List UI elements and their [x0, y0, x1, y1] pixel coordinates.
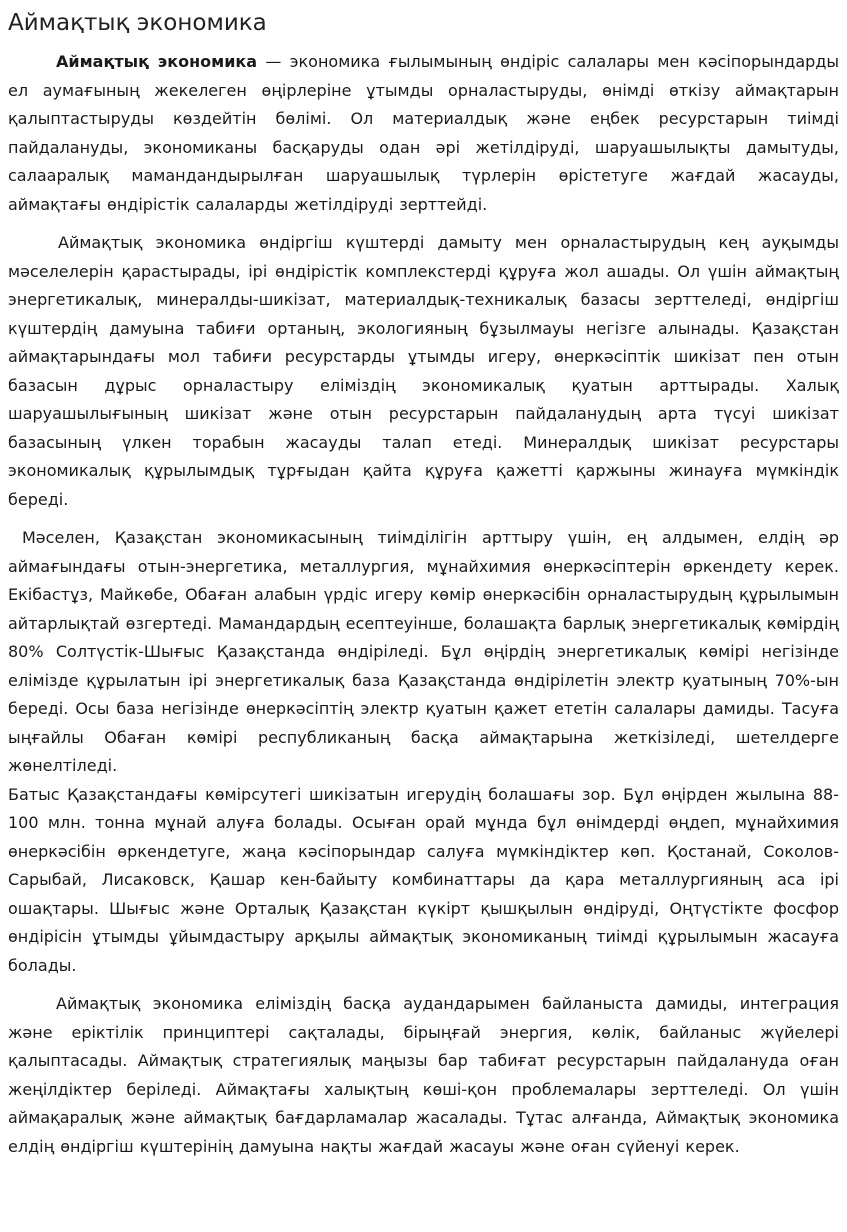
article-paragraph-3: Мәселен, Қазақстан экономикасының тиімділігін арттыру үшін, ең алдымен, елдің әр аймағындағы отын-энергетика, металлургия, мұнайхимия өнеркәсіптерін өркендету керек. Екібастұз, Майкөбе, Обаған алабын үрдіс игеру көмір өнеркәсібін орналастырудың құрылымын айтарлықтай өзгертеді. Мамандардың есептеуінше, болашақта барлық энергетикалық көмірдің 80% Солтүстік-Шығыс Қазақстанда өндіріледі. Бұл өңірдің энергетикалық көмірі негізінде елімізде құрылатын ірі энергетикалық база Қазақстанда өндірілетін электр қуатының 70%-ын береді. Осы база негізінде өнеркәсіптің электр қуатын қажет ететін салалары дамиды. Тасуға ыңғайлы Обаған көмірі республиканың басқа аймақтарына жеткізіледі, шетелдерге жөнелтіледі. — [8, 528, 839, 775]
article-paragraph-1-text: — экономика ғылымының өндіріс салалары мен кәсіпорындарды ел аумағының жекелеген өңірлеріне ұтымды орналастыруды, өнімді өткізу аймақтарын қалыптастыруды көздейтін бөлімі. Ол материалдық және еңбек ресурстарын тиімді пайдалануды, экономиканы басқаруды одан әрі жетілдіруді, шаруашылықты дамытуды, салааралық мамандандырылған шаруашылық түрлерін өрістетуге жағдай жасауды, аймақтағы өндірістік салаларды жетілдіруді зерттейді. — [8, 52, 840, 214]
article-paragraph-2: Аймақтық экономика өндіргіш күштерді дамыту мен орналастырудың кең ауқымды мәселелерін қарастырады, ірі өндірістік комплекстерді құруға жол ашады. Ол үшін аймақтың энергетикалық, минералды-шикізат, материалдық-техникалық базасы зерттеледі, өндіргіш күштердің дамуына табиғи ортаның, экологияның бұзылмауы негізге алынады. Қазақстан аймақтарындағы мол табиғи ресурстарды ұтымды игеру, өнеркәсіптік шикізат пен отын базасын дұрыс орналастыру еліміздің экономикалық қуатын арттырады. Халық шаруашылығының шикізат және отын ресурстарын пайдаланудың арта түсуі шикізат базасының үлкен торабын жасауды талап етеді. Минералдық шикізат ресурстары экономикалық құрылымдық тұрғыдан қайта құруға қажетті қаржыны жинауға мүмкіндік береді. — [8, 233, 839, 509]
article-paragraph-4: Батыс Қазақстандағы көмірсутегі шикізатын игерудің болашағы зор. Бұл өңірден жылына 88-100 млн. тонна мұнай алуға болады. Осыған орай мұнда бұл өнімдерді өңдеп, мұнайхимия өнеркәсібін өркендетуге, жаңа кәсіпорындар салуға мүмкіндіктер көп. Қостанай, Соколов-Сарыбай, Лисаковск, Қашар кен-байыту комбинаттары да қара металлургияның аса ірі ошақтары. Шығыс және Орталық Қазақстан күкірт қышқылын өндіруді, Оңтүстікте фосфор өндірісін ұтымды ұйымдастыру арқылы аймақтық экономиканың тиімді құрылымын жасауға болады. — [8, 784, 839, 975]
article-paragraph-1 — [8, 48, 839, 219]
article-paragraph-5: Аймақтық экономика еліміздің басқа аудандарымен байланыста дамиды, интеграция және еріктілік принциптері сақталады, бірыңғай энергия, көлік, байланыс жүйелері қалыптасады. Аймақтық стратегиялық маңызы бар табиғат ресурстарын пайдалануда оған жеңілдіктер беріледі. Аймақтағы халықтың көші-қон проблемалары зерттеледі. Ол үшін аймақаралық және аймақтық бағдарламалар жасалады. Тұтас алғанда, Аймақтық экономика елдің өндіргіш күштерінің дамуына нақты жағдай жасауы және оған сүйенуі керек. — [8, 994, 839, 1156]
article-title: Аймақтық экономика — [8, 10, 267, 36]
article-term: Аймақтық экономика — [56, 52, 258, 71]
